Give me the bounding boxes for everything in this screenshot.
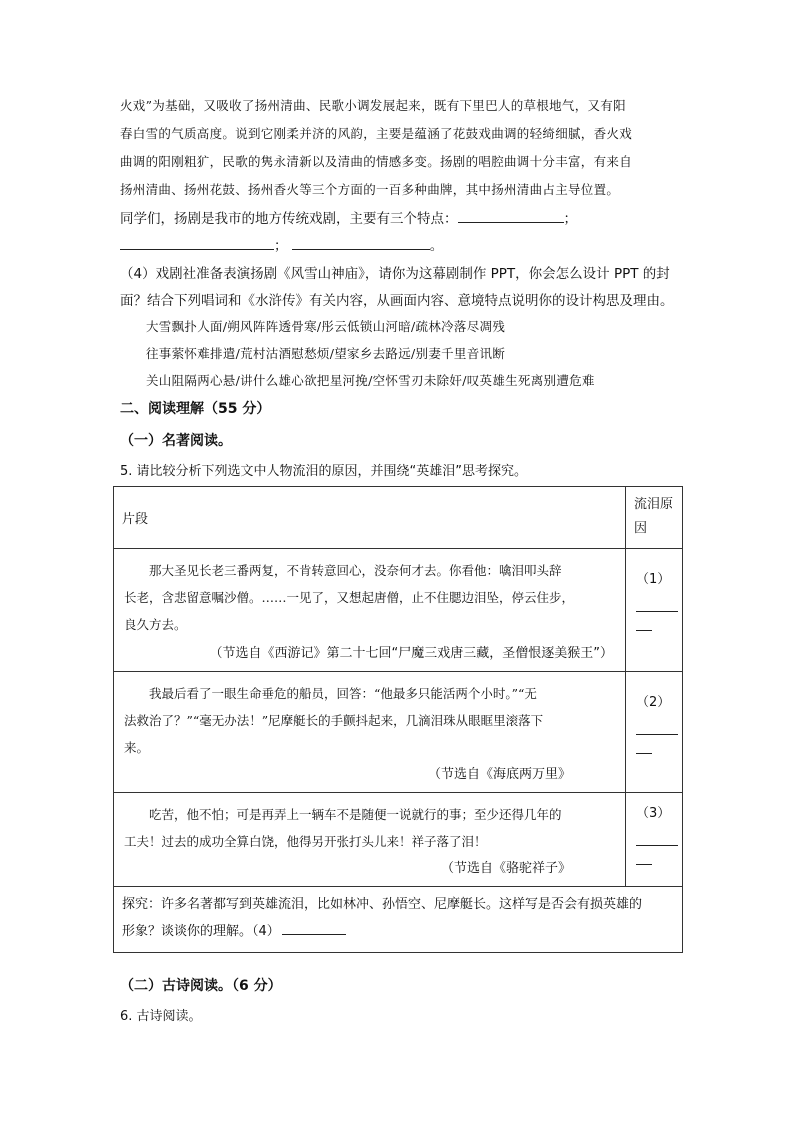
answer-blank-2[interactable] [120,235,274,250]
table-row [114,549,626,672]
explore-line-1: 探究：许多名著都写到英雄流泪，比如林冲、孙悟空、尼摩艇长。这样写是否会有损英雄的 [122,897,643,912]
q3-separator-2: ； [274,238,288,254]
tears-analysis-table [113,486,683,953]
answer-blank-reason-1b[interactable] [636,616,652,631]
table-header-excerpt: 片段 [114,487,626,549]
reason-number: （3） [636,806,671,821]
excerpt-source: （节选自《西游记》第二十七回“尸魔三戏唐三藏，圣僧恨逐美猴王”） [209,646,613,661]
answer-blank-explore[interactable] [282,920,346,935]
lyric-line-3: 关山阻隔两心悬/讲什么雄心欲把星河挽/空怀雪刃未除奸/叹英雄生死离别遭危难 [146,373,595,388]
header-reason-line-2: 因 [634,521,648,536]
intro-line-1: 火戏”为基础，又吸收了扬州清曲、民歌小调发展起来，既有下里巴人的草根地气，又有阳 [120,98,626,113]
question-6: 6. 古诗阅读。 [120,1009,202,1024]
explore-prompt: 形象？谈谈你的理解。（4） [122,924,280,939]
header-reason-line-1: 流泪原 [634,497,674,512]
q4-line-2: 面？结合下列唱词和《水浒传》有关内容，从画面内容、意境特点说明你的设计构思及理由。 [120,293,674,309]
excerpt-xiyouji [114,549,625,671]
explore-text [114,887,682,945]
excerpt-line: 来。 [124,740,150,755]
explore-cell [114,887,683,953]
q3-line-2 [120,234,443,254]
question-5: 5. 请比较分析下列选文中人物流泪的原因，并围绕“英雄泪”思考探究。 [120,464,528,479]
q3-end-mark: 。 [429,238,444,254]
reason-number: （1） [636,572,671,587]
subsection-2-title: （二）古诗阅读。（6 分） [120,978,282,994]
excerpt-line: 法救治了？”“毫无办法！”尼摩艇长的手颤抖起来，几滴泪珠从眼眶里滚落下 [124,713,544,728]
reason-cell [626,672,683,793]
intro-line-2: 春白雪的气质高度。说到它刚柔并济的风韵，主要是蕴涵了花鼓戏曲调的轻绮细腻，香火戏 [120,126,633,141]
excerpt-line: 良久方去。 [124,617,187,632]
excerpt-source: （节选自《海底两万里》 [427,767,571,782]
answer-blank-reason-3b[interactable] [636,850,652,865]
excerpt-line: 吃苦，他不怕；可是再弄上一辆车不是随便一说就行的事；至少还得几年的 [149,807,562,822]
excerpt-line: 长老，含悲留意嘱沙僧。……一见了，又想起唐僧，止不住腮边泪坠，停云住步， [124,590,575,605]
q3-prompt: 同学们，扬剧是我市的地方传统戏剧，主要有三个特点： [120,211,458,227]
excerpt-haidi [114,672,625,792]
excerpt-luotuo [114,793,625,886]
table-header-reason [626,487,683,549]
reason-number: （2） [636,695,671,710]
answer-blank-reason-3[interactable] [636,831,678,846]
answer-blank-reason-2b[interactable] [636,739,652,754]
subsection-1-title: （一）名著阅读。 [120,433,232,449]
excerpt-source: （节选自《骆驼祥子》 [440,861,571,876]
explore-line-2 [122,918,676,945]
table-row [114,672,626,793]
excerpt-line: 我最后看了一眼生命垂危的船员，回答：“他最多只能活两个小时。”“无 [149,686,537,701]
reason-answer-2 [626,672,682,754]
q3-line [120,207,577,227]
intro-line-4: 扬州清曲、扬州花鼓、扬州香火等三个方面的一百多种曲牌，其中扬州清曲占主导位置。 [120,182,620,197]
reason-answer-3 [626,793,682,865]
excerpt-line: 那大圣见长老三番两复，不肯转意回心，没奈何才去。你看他：噙泪叩头辞 [149,563,562,578]
lyric-line-1: 大雪飘扑人面/朔风阵阵透骨寒/彤云低锁山河暗/疏林冷落尽凋残 [146,319,506,334]
reason-cell [626,549,683,672]
q4-line-1: （4）戏剧社准备表演扬剧《风雪山神庙》，请你为这幕剧制作 PPT，你会怎么设计 PPT 的封 [120,266,670,282]
excerpt-line: 工夫！过去的成功全算白饶，他得另开张打头儿来！祥子落了泪！ [124,834,487,849]
reason-cell [626,793,683,887]
reason-answer-1 [626,549,682,631]
answer-blank-3[interactable] [292,235,430,250]
lyric-line-2: 往事萦怀难排遣/荒村沽酒慰愁烦/望家乡去路远/别妻千里音讯断 [146,346,506,361]
q3-separator-1: ； [563,211,577,227]
answer-blank-1[interactable] [458,208,564,223]
answer-blank-reason-2[interactable] [636,720,678,735]
table-row [114,793,626,887]
section-2-title: 二、阅读理解（55 分） [120,401,271,417]
answer-blank-reason-1[interactable] [636,597,678,612]
intro-line-3: 曲调的阳刚粗犷，民歌的隽永清新以及清曲的情感多变。扬剧的唱腔曲调十分丰富，有来自 [120,154,633,169]
